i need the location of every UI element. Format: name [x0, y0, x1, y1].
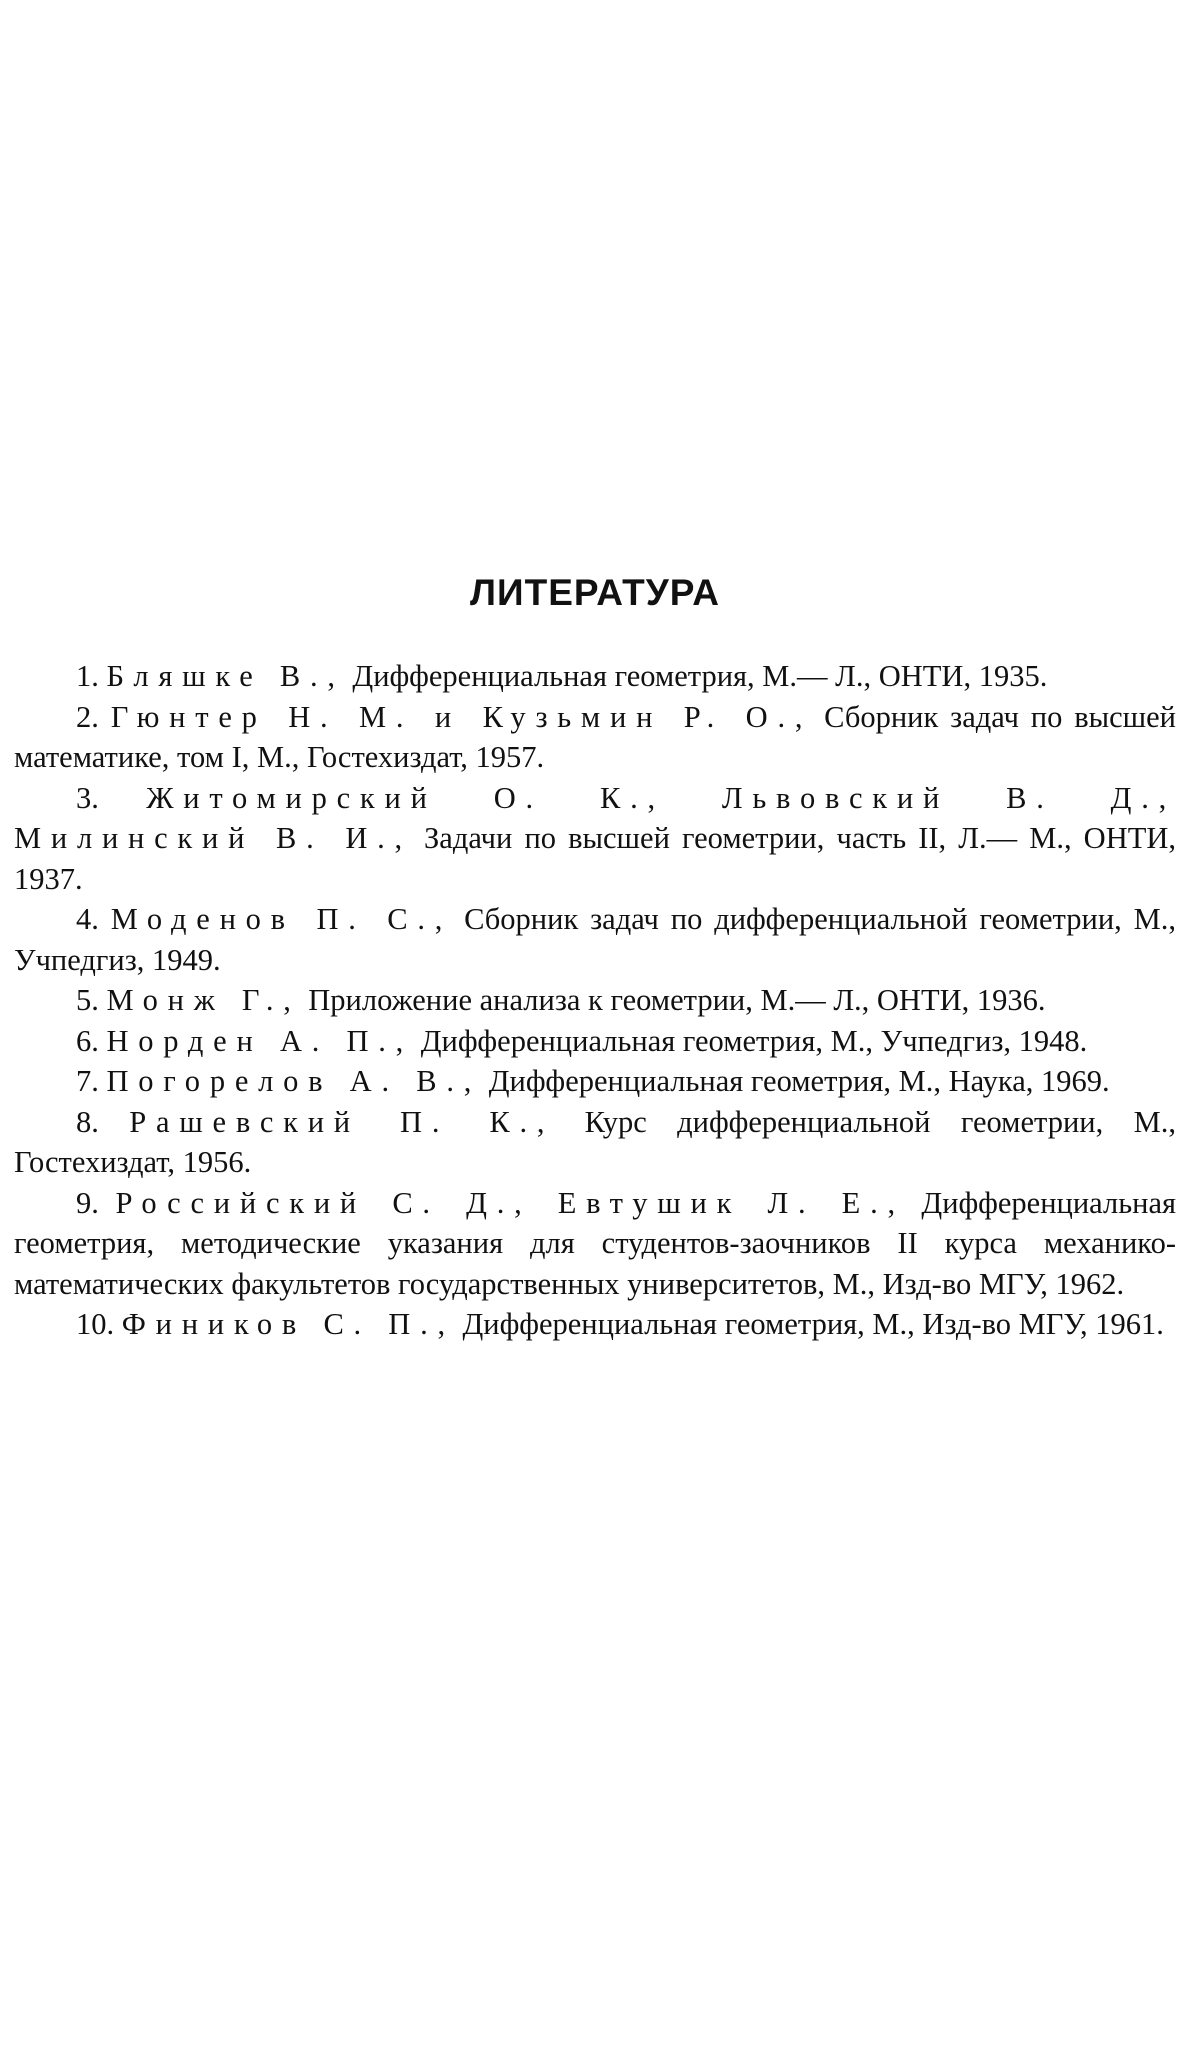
reference-authors: Норден А. П., — [106, 1023, 414, 1058]
reference-item — [14, 1304, 1176, 1345]
reference-authors: Бляшке В., — [106, 659, 345, 693]
reference-number: 4. — [76, 902, 99, 936]
reference-item — [14, 899, 1176, 980]
reference-details: Задачи по высшей геометрии, часть II, Л.— М., ОНТИ, 1937. — [14, 821, 1177, 896]
reference-authors: Российский С. Д., Евтушик Л. Е., — [115, 1185, 905, 1220]
reference-number: 1. — [76, 659, 99, 693]
reference-authors: Монж Г., — [106, 983, 301, 1017]
reference-details: Сборник задач по высшей математике, том I, М., Гостехиздат, 1957. — [14, 699, 1176, 774]
reference-details: Приложение анализа к геометрии, М.— Л., ОНТИ, 1936. — [308, 983, 1046, 1017]
page-title: ЛИТЕРАТУРА — [470, 572, 720, 613]
reference-list — [14, 656, 1176, 1345]
reference-authors: Погорелов А. В., — [106, 1064, 482, 1098]
reference-authors: Житомирский О. К., Львовский В. Д., Милинский В. И., — [14, 780, 1176, 855]
reference-number: 10. — [76, 1307, 115, 1341]
reference-number: 2. — [76, 699, 99, 734]
reference-authors: Фиников С. П., — [121, 1307, 455, 1341]
reference-item — [14, 1021, 1176, 1062]
reference-details: Дифференциальная геометрия, М., Наука, 1969. — [488, 1064, 1110, 1098]
reference-details: Сборник задач по дифференциальной геометрии, М., Учпедгиз, 1949. — [14, 902, 1177, 977]
reference-item — [14, 778, 1176, 900]
reference-details: Дифференциальная геометрия, М., Изд-во МГУ, 1961. — [462, 1307, 1164, 1341]
reference-item — [14, 697, 1176, 778]
reference-details: Дифференциальная геометрия, методические указания для студентов-заочников II курса механико-математических факультетов государственных университетов, М., Изд-во МГУ, 1962. — [14, 1185, 1177, 1301]
reference-item — [14, 1061, 1176, 1102]
reference-number: 3. — [76, 780, 99, 815]
reference-details: Дифференциальная геометрия, М., Учпедгиз, 1948. — [420, 1023, 1088, 1058]
reference-item — [14, 980, 1176, 1021]
reference-number: 6. — [76, 1023, 99, 1058]
reference-item — [14, 656, 1176, 697]
reference-details: Курс дифференциальной геометрии, М., Гостехиздат, 1956. — [14, 1104, 1177, 1179]
reference-number: 5. — [76, 983, 99, 1017]
reference-authors: Моденов П. С., — [110, 902, 453, 936]
reference-details: Дифференциальная геометрия, М.— Л., ОНТИ, 1935. — [352, 659, 1048, 693]
reference-number: 9. — [76, 1185, 99, 1220]
reference-number: 8. — [76, 1104, 99, 1139]
reference-authors: Гюнтер Н. М. и Кузьмин Р. О., — [110, 699, 813, 734]
reference-item — [14, 1102, 1176, 1183]
reference-number: 7. — [76, 1064, 99, 1098]
reference-authors: Рашевский П. К., — [129, 1104, 555, 1139]
document-page — [14, 0, 1176, 2068]
reference-item — [14, 1183, 1176, 1305]
